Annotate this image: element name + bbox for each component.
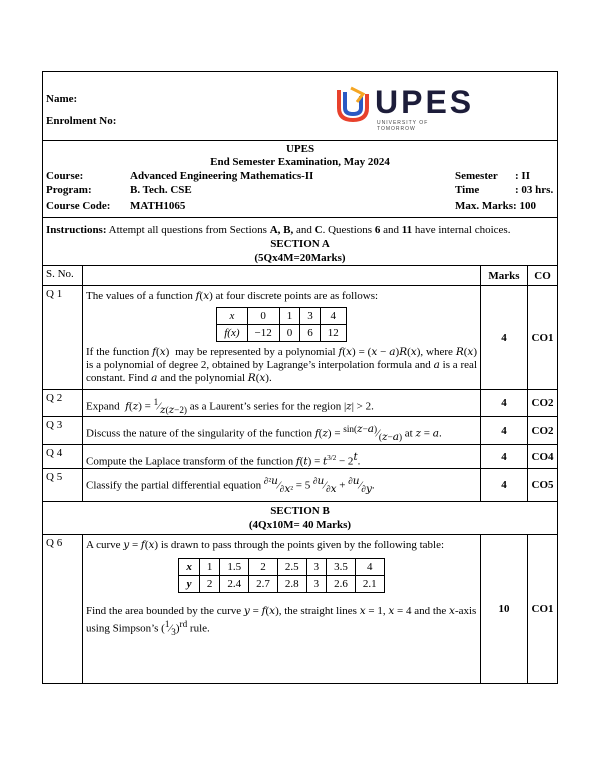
exam-info-row: UPES End Semester Examination, May 2024 Course: Advanced Engineering Mathematics-II Semester : II Program: B. Tech. CSE Time : 03 hrs. Course Code: MATH1065 Max. Marks: 100 [43,141,557,218]
section-b-sub: (4Qx10M= 40 Marks) [248,519,352,531]
instructions-text: Attempt all questions from Sections A, B, and C. Questions 6 and 11 have internal choices. [108,224,511,236]
q1-value-table: x 0 1 3 4 f(x) −12 0 6 12 [216,307,346,342]
upes-logo [333,84,475,132]
logo-text: UPES [375,84,475,120]
exam-title: End Semester Examination, May 2024 [210,156,390,168]
section-b-row [43,502,557,535]
q6-value-table: x 1 1.5 2 2.5 3 3.5 4 y 2 2.4 2.7 2.8 3 2.6 2.1 [178,558,384,593]
section-a-title: SECTION A [270,238,330,250]
university-name: UPES [285,143,315,155]
table-header-row: S. No. Marks CO [43,266,557,286]
exam-sheet [42,71,558,684]
course-name: Advanced Engineering Mathematics-II [130,170,314,182]
header-row [43,72,557,141]
instructions-row [43,218,557,266]
course-code: MATH1065 [130,200,186,212]
question-row-q4: Q 4 Compute the Laplace transform of the function $f(t) = t^{3/2} - 2^t$. 4 CO4 [43,445,557,469]
question-row-q5: Q 5 Classify the partial differential equation $^{\partial^2u}⁄_{\partial x^2} = 5$ $^{\partial u}⁄_{\partial x}$ + $^{\partial u}⁄_{\partial y}$. 4 CO5 [43,469,557,502]
program-name: B. Tech. CSE [130,184,192,196]
enrolment-label: Enrolment No: [46,115,117,127]
semester-value: : II [515,170,530,182]
section-a-sub: (5Qx4M=20Marks) [254,252,346,264]
question-row-q3: Q 3 Discuss the nature of the singularity of the function $f(z) = ^{sin(z-a)}⁄_{(z-a)}$ at z = a. 4 CO2 [43,417,557,445]
question-row-q6: Q 6 A curve y = f(x) is drawn to pass through the points given by the following table: x 1 1.5 2 2.5 3 3.5 4 y 2 2.4 2.7 2.8 3 2.6 2.1 Find the area bounded by the curve y = f(x), the straight lines x = 1, x = 4 and the x-axis using Simpson’s $(^1⁄_3)^{rd}$ rule. 10 CO1 [43,535,557,683]
max-marks: Max. Marks: 100 [455,200,536,212]
time-value: : 03 hrs. [515,184,554,196]
section-b-title: SECTION B [270,505,330,517]
logo-tagline: UNIVERSITY OF TOMORROW [377,120,429,132]
instructions-label: Instructions: [46,224,107,236]
logo-mark-icon [333,84,373,124]
question-row-q1: Q 1 The values of a function f(x) at four discrete points are as follows: x 0 1 3 4 f(x) −12 0 6 12 If the function f(x) may be represented by a polynomial f(x) = (x − a)R(x), where R(x) is a polynomial of degree 2, obtained by Lagrange’s interpolation formula and a is a real constant. Find a and the polynomial R(x). 4 CO1 [43,286,557,390]
question-row-q2: Q 2 Expand $f(z) = ^1⁄_{z(z-2)}$ as a Laurent’s series for the region |z| > 2. 4 CO2 [43,390,557,417]
name-label: Name: [46,93,78,105]
